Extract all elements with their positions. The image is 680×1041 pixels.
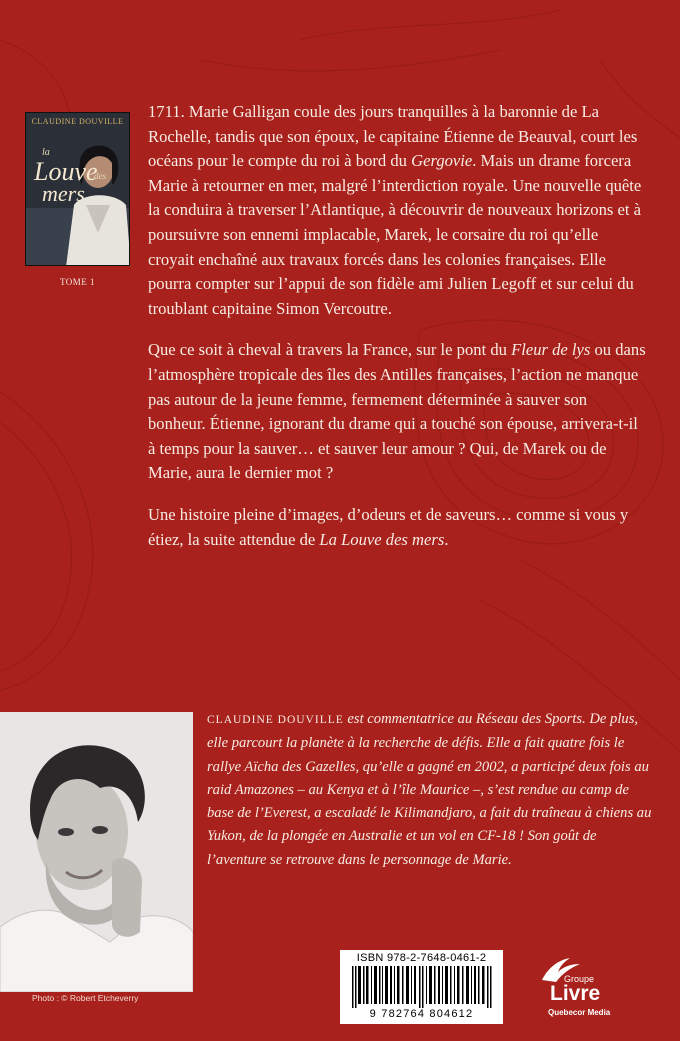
isbn-barcode <box>340 950 503 1024</box>
book-title-reference: La Louve des mers <box>319 529 445 549</box>
book-cover-thumbnail <box>25 112 130 266</box>
photo-credit: Photo : © Robert Etcheverry <box>32 993 139 1003</box>
author-bio <box>207 708 655 872</box>
synopsis-paragraph-1: 1711. Marie Galligan coule des jours tranquilles à la baronnie de La Rochelle, tandis que son époux, le capitaine Étienne de Beauval, court les océans pour le compte du roi à bord du Gergovie. Mais un drame forcera Marie à retourner en mer, malgré l’interdiction royale. Une nouvelle quête la conduira à traverser l’Atlantique, à découvrir de nouveaux horizons et à poursuivre son ennemi implacable, Marek, le corsaire du roi qu’elle croyait enchaîné aux travaux forcés dans les colonies françaises. Elle pourra compter sur l’appui de son fidèle ami Julien Legoff et sur celui du troublant capitaine Simon Vercoutre. <box>148 102 642 318</box>
barcode-bars <box>352 966 492 1008</box>
ship-name-fleur-de-lys: Fleur de lys <box>511 340 591 360</box>
synopsis-paragraph-3: Une histoire pleine d’images, d’odeurs et de saveurs… comme si vous y étiez, la suite attendue de La Louve des mers. <box>148 504 629 549</box>
publisher-logo <box>520 952 620 1027</box>
bio-author-name: CLAUDINE DOUVILLE <box>207 714 344 726</box>
author-photo <box>0 712 193 992</box>
bio-text: est commentatrice au Réseau des Sports. De plus, elle parcourt la planète à la recherche de défis. Elle a fait quatre fois le rallye Aïcha des Gazelles, qu’elle a gagné en 2002, a participé deux fois au raid Amazones – au Kenya et à l’île Maurice –, s’est rendue au camp de base de l’Everest, a escaladé le Kilimandjaro, a fait du traîneau à chiens au Yukon, de la plongée en Australie et un vol en CF-18 ! Son goût de l’aventure se retrouve dans le personnage de Marie. <box>207 711 652 868</box>
cover-title-la: la <box>42 147 50 158</box>
cover-title-louve: Louve <box>34 157 98 186</box>
cover-author: CLAUDINE DOUVILLE <box>31 117 124 126</box>
author-portrait-illustration <box>0 712 193 992</box>
synopsis-paragraph-2: Que ce soit à cheval à travers la France, sur le pont du Fleur de lys ou dans l’atmosphère tropicale des îles des Antilles françaises, l’action ne manque pas autour de la jeune femme, fermement déterminée à sauver son bonheur. Étienne, ignorant du drame qui a touché son épouse, arrivera-t-il à temps pour la sauver… et sauver leur amour ? Qui, de Marek ou de Marie, aura le dernier mot ? <box>148 340 646 483</box>
publisher-groupe: Groupe <box>564 974 595 984</box>
barcode-digits: 9 782764 804612 <box>369 1008 474 1020</box>
synopsis <box>148 100 648 569</box>
publisher-livre: Livre <box>550 982 601 1005</box>
cover-title-mers: mers <box>42 181 85 206</box>
cover-title-des: des <box>94 171 106 181</box>
publisher-media: Quebecor Media <box>548 1008 611 1017</box>
ship-name-gergovie: Gergovie <box>411 151 473 171</box>
tome-label: TOME 1 <box>59 277 96 287</box>
isbn-number: ISBN 978-2-7648-0461-2 <box>356 952 487 964</box>
